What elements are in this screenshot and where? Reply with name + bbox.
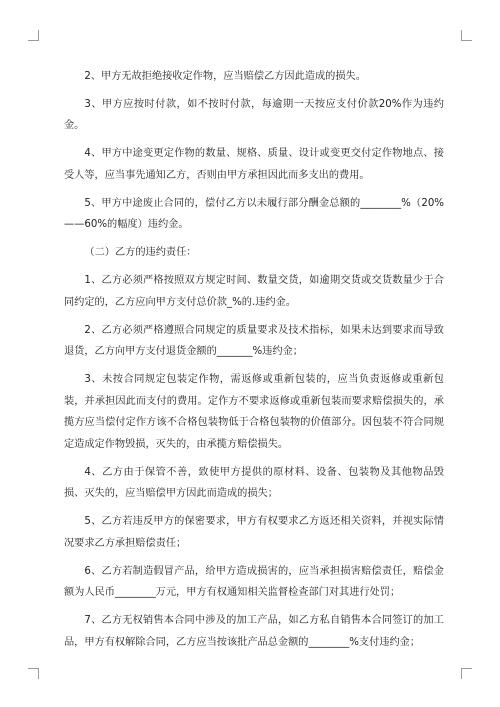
section-heading: （二）乙方的违约责任： — [84, 247, 197, 259]
paragraph: 6、乙方若制造假冒产品，给甲方造成损害的，应当承担损害赔偿责任，赔偿金额为人民币________万元，甲方有权通知相关监督检查部门对其进行处罚； — [64, 565, 444, 599]
paragraph: 2、乙方必须严格遵照合同规定的质量要求及技术指标，如果未达到要求而导致退货，乙方向甲方支付退货金额的_______%违约金； — [64, 324, 444, 358]
crop-mark-bottom-right — [461, 668, 472, 679]
crop-mark-top-left — [28, 30, 39, 41]
crop-mark-top-right — [461, 30, 472, 41]
document-body — [64, 66, 444, 660]
paragraph: 3、甲方应按时付款，如不按时付款，每逾期一天按应支付价款20%作为违约金。 — [64, 98, 444, 132]
paragraph: 3、未按合同规定包装定作物，需返修或重新包装的，应当负责返修或重新包装，并承担因此而支付的费用。定作方不要求返修或重新包装而要求赔偿损失的，承揽方应当偿付定作方该不合格包装物低于合格包装物的价值部分。因包装不符合同规定造成定作物毁损，灭失的，由承揽方赔偿损失。 — [64, 374, 444, 450]
paragraph: 4、甲方中途变更定作物的数量、规格、质量、设计或变更交付定作物地点、接受人等，应当事先通知乙方，否则由甲方承担因此而多支出的费用。 — [64, 148, 444, 181]
paragraph: 1、乙方必须严格按照双方规定时间、数量交货，如逾期交货或交货数量少于合同约定的，乙方应向甲方支付总价款_%的.违约金。 — [64, 275, 444, 308]
paragraph: 4、乙方由于保管不善，致使甲方提供的原材料、设备、包装物及其他物品毁损、灭失的，应当赔偿甲方因此而造成的损失； — [64, 466, 444, 500]
paragraph: 5、甲方中途废止合同的，偿付乙方以未履行部分酬金总额的________%（20%——60%的幅度）违约金。 — [64, 197, 444, 231]
crop-mark-bottom-left — [28, 668, 39, 679]
paragraph: 5、乙方若违反甲方的保密要求，甲方有权要求乙方返还相关资料，并视实际情况要求乙方承担赔偿责任； — [64, 516, 444, 549]
paragraph: 7、乙方无权销售本合同中涉及的加工产品，如乙方私自销售本合同签订的加工品，甲方有权解除合同，乙方应当按该批产品总金额的________%支付违约金； — [64, 615, 444, 648]
paragraph: 2、甲方无故拒绝接收定作物，应当赔偿乙方因此造成的损失。 — [84, 71, 366, 82]
